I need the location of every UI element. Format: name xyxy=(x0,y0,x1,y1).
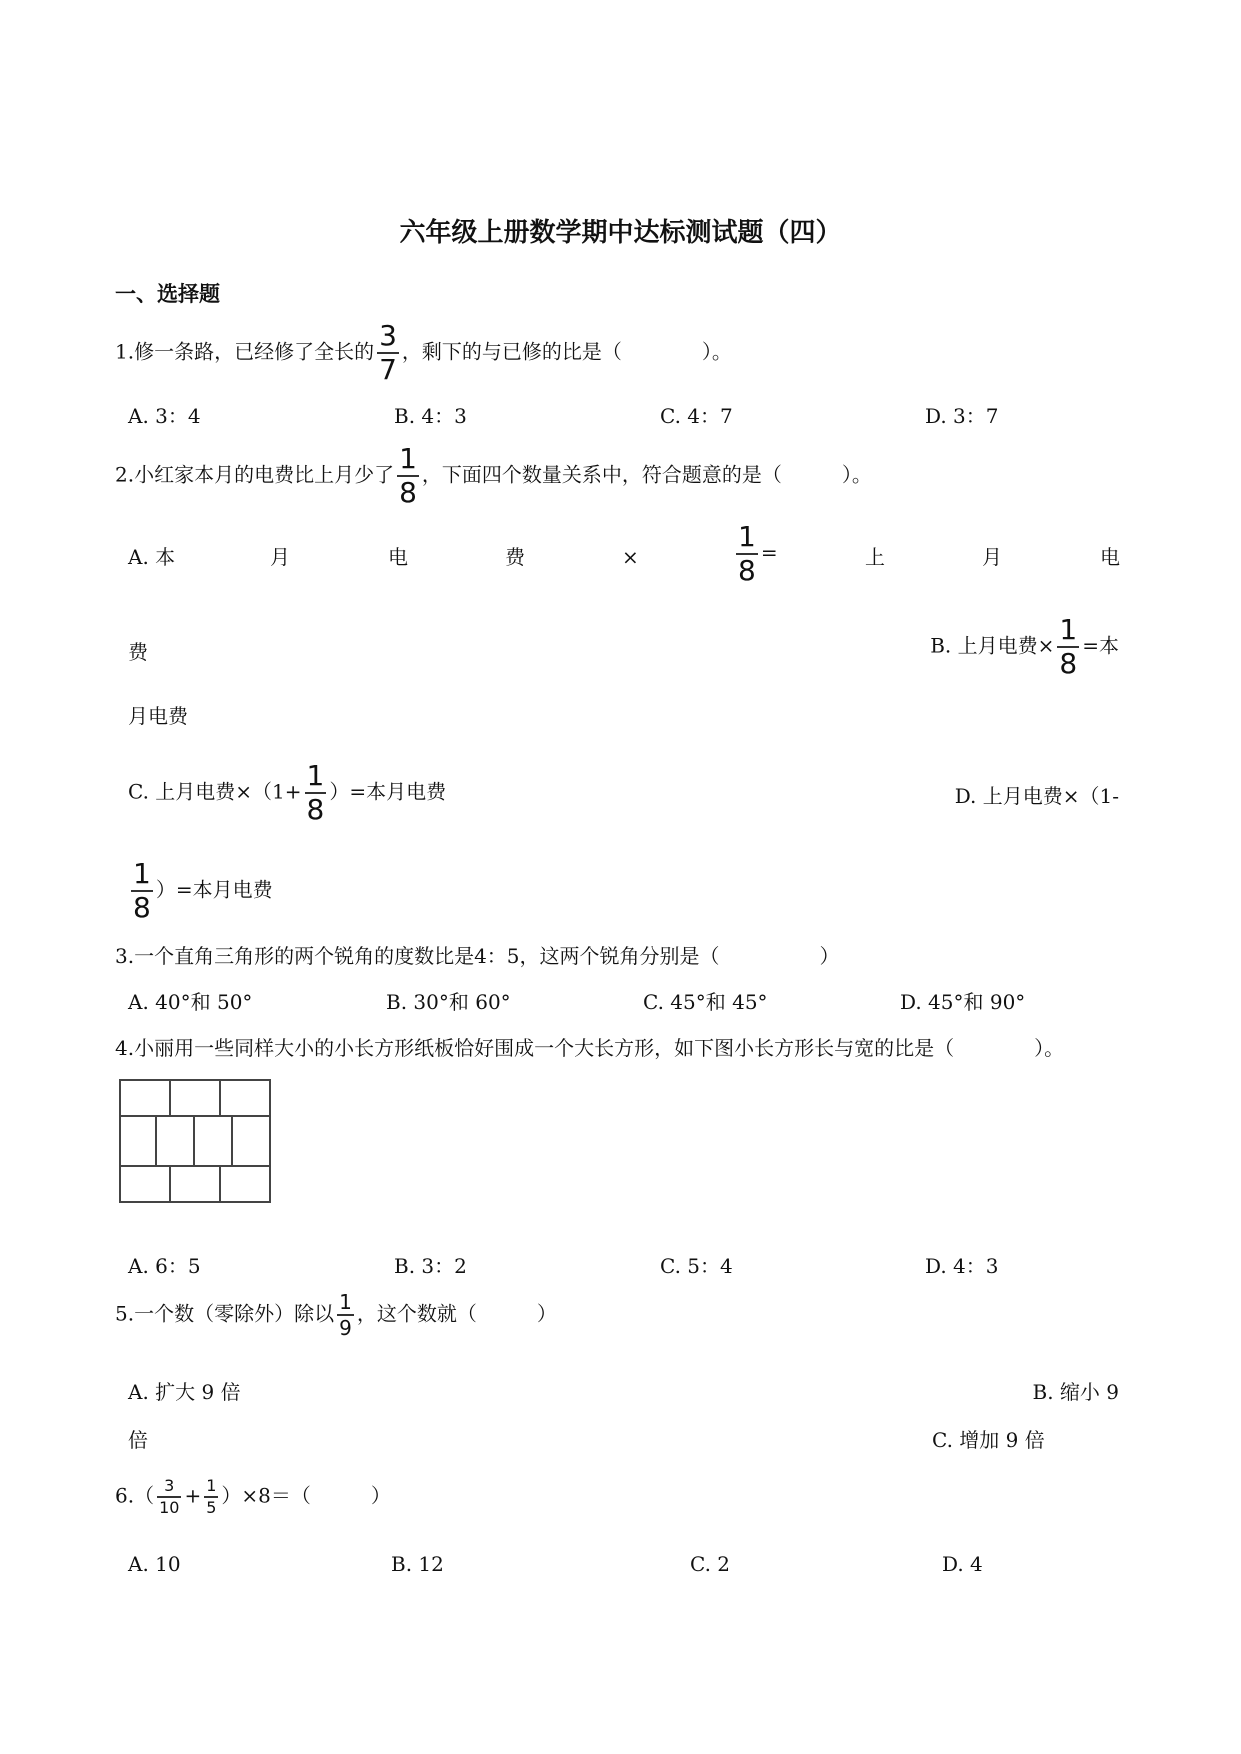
q2-option-a-part: 月 xyxy=(270,545,290,569)
q4-option-b: B. 3：2 xyxy=(394,1254,467,1278)
rectangle-tiling-figure xyxy=(118,1078,274,1204)
tile xyxy=(156,1116,194,1166)
q2-option-a-part: 电 xyxy=(1100,545,1120,569)
fraction: $\frac{1}{8}$ xyxy=(306,759,325,826)
fraction: $\frac{1}{8}$ xyxy=(1059,613,1078,680)
q3-option-b: B. 30°和 60° xyxy=(386,990,511,1014)
fraction: $\frac{3}{7}$ xyxy=(379,319,397,386)
section-heading: 一、选择题 xyxy=(115,282,220,306)
q6-option-b: B. 12 xyxy=(391,1552,444,1576)
plus-sign: + xyxy=(184,1483,202,1508)
tile xyxy=(232,1116,270,1166)
q3-option-c: C. 45°和 45° xyxy=(643,990,768,1014)
tile xyxy=(120,1080,170,1116)
tile xyxy=(120,1166,170,1202)
tile xyxy=(170,1080,220,1116)
q3-option-a: A. 40°和 50° xyxy=(128,990,253,1014)
q1-option-b: B. 4：3 xyxy=(394,404,467,428)
question-3: 3.一个直角三角形的两个锐角的度数比是4：5，这两个锐角分别是（ ） xyxy=(115,944,840,968)
q2-option-a-part: × xyxy=(622,545,639,569)
tile xyxy=(120,1116,156,1166)
fraction: $\frac{3}{10}$ xyxy=(159,1476,180,1517)
q2-option-a-part: 上 xyxy=(865,545,885,569)
question-1 xyxy=(115,319,732,386)
q5-option-b-tail: 倍 xyxy=(128,1428,148,1452)
question-4: 4.小丽用一些同样大小的小长方形纸板恰好围成一个大长方形，如下图小长方形长与宽的比是（ ）。 xyxy=(115,1036,1065,1060)
page-title: 六年级上册数学期中达标测试题（四） xyxy=(399,218,842,248)
question-text: ，这个数就（ ） xyxy=(356,1301,557,1326)
q1-option-d: D. 3：7 xyxy=(925,404,999,428)
q1-option-a: A. 3：4 xyxy=(128,404,201,428)
fraction: $\frac{1}{8}$ xyxy=(738,520,756,587)
q2-option-a-tail: 费 xyxy=(128,640,148,664)
question-text: 1.修一条路，已经修了全长的 xyxy=(115,339,375,364)
fraction: $\frac{1}{8}$ xyxy=(399,442,417,509)
question-text: 2.小红家本月的电费比上月少了 xyxy=(115,462,395,487)
tile xyxy=(220,1166,270,1202)
q5-option-c: C. 增加 9 倍 xyxy=(932,1428,1045,1452)
q2-option-a-fraction: $\frac{1}{8}$ = xyxy=(738,520,778,587)
q3-option-d: D. 45°和 90° xyxy=(900,990,1026,1014)
question-text: 5.一个数（零除外）除以 xyxy=(115,1301,335,1326)
tile xyxy=(194,1116,232,1166)
q4-option-a: A. 6：5 xyxy=(128,1254,201,1278)
fraction: $\frac{1}{9}$ xyxy=(339,1290,352,1340)
q2-option-a-part: 电 xyxy=(388,545,408,569)
q6-option-d: D. 4 xyxy=(942,1552,983,1576)
q2-option-a-part: A. 本 xyxy=(128,545,176,569)
q2-option-b: B. 上月电费× $\frac{1}{8}$ =本 xyxy=(930,613,1119,680)
q2-option-d-tail: $\frac{1}{8}$ ）=本月电费 xyxy=(133,857,273,924)
q2-option-a-part: 费 xyxy=(505,545,525,569)
q5-option-b: B. 缩小 9 xyxy=(1032,1380,1119,1404)
tile xyxy=(170,1166,220,1202)
q6-option-a: A. 10 xyxy=(128,1552,181,1576)
question-2 xyxy=(115,442,872,509)
question-text: ，下面四个数量关系中，符合题意的是（ ）。 xyxy=(421,462,872,487)
q2-option-c: C. 上月电费×（1+ $\frac{1}{8}$ ）=本月电费 xyxy=(128,759,447,826)
q5-option-a: A. 扩大 9 倍 xyxy=(128,1380,241,1404)
q6-option-c: C. 2 xyxy=(690,1552,731,1576)
tile xyxy=(220,1080,270,1116)
q2-option-a-part: 月 xyxy=(982,545,1002,569)
fraction: $\frac{1}{8}$ xyxy=(133,857,151,924)
fraction: $\frac{1}{5}$ xyxy=(206,1476,217,1517)
question-text: ，剩下的与已修的比是（ ）。 xyxy=(401,339,732,364)
q4-option-c: C. 5：4 xyxy=(660,1254,733,1278)
q2-option-b-tail: 月电费 xyxy=(128,704,188,728)
q4-option-d: D. 4：3 xyxy=(925,1254,999,1278)
q2-option-d: D. 上月电费×（1- xyxy=(954,784,1119,808)
question-6: 6.（ $\frac{3}{10}$ + $\frac{1}{5}$ ）×8＝（ ） xyxy=(115,1476,391,1517)
q1-option-c: C. 4：7 xyxy=(660,404,733,428)
question-5 xyxy=(115,1292,557,1338)
